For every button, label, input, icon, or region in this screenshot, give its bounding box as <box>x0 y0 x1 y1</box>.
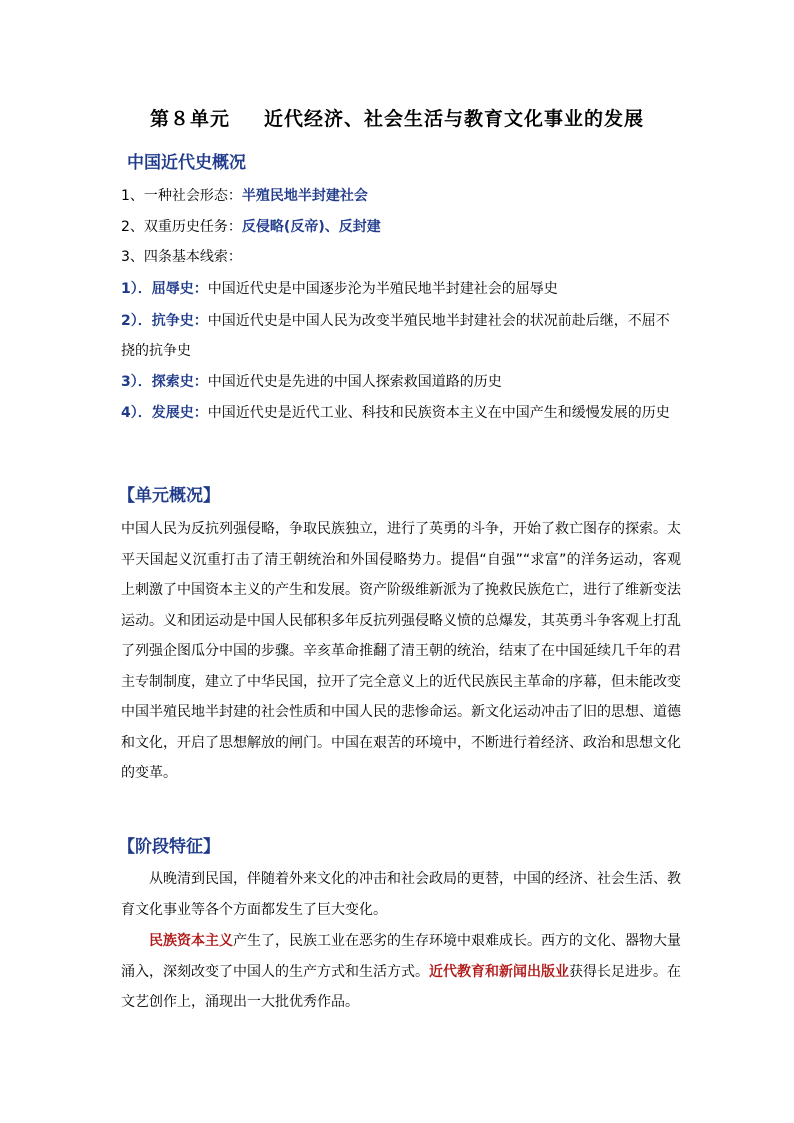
unit-number: 第８单元 <box>149 108 230 130</box>
overview-item-3: 3、四条基本线索： <box>121 249 242 265</box>
overview-item-2: 2、双重历史任务：反侵略(反帝)、反封建 <box>121 219 381 235</box>
clue-line-4: 4）．发展史：中国近代史是近代工业、科技和民族资本主义在中国产生和缓慢发展的历史 <box>121 405 670 421</box>
clue-line-2: 2）．抗争史：中国近代史是中国人民为改变半殖民地半封建社会的状况前赴后继，不屈不 <box>121 313 670 329</box>
stage-paragraph-2: 民族资本主义产生了，民族工业在恶劣的生存环境中艰难成长。西方的文化、器物大量涌入，深刻改变了中国人的生产方式和生活方式。近代教育和新闻出版业获得长足进步。在文艺创作上，涌现出一大批优秀作品。 <box>121 933 681 1010</box>
unit-overview-paragraph: 中国人民为反抗列强侵略，争取民族独立，进行了英勇的斗争，开始了救亡图存的探索。太平天国起义沉重打击了清王朝统治和外国侵略势力。提倡“自强”“求富”的洋务运动，客观上刺激了中国资本主义的产生和发展。资产阶级维新派为了挽救民族危亡，进行了维新变法运动。义和团运动是中国人民郁积多年反抗列强侵略义愤的总爆发，其英勇斗争客观上打乱了列强企图瓜分中国的步骤。辛亥革命推翻了清王朝的统治，结束了在中国延续几千年的君主专制制度，建立了中华民国，拉开了完全意义上的近代民族民主革命的序幕，但未能改变中国半殖民地半封建的社会性质和中国人民的悲惨命运。新文化运动冲击了旧的思想、道德和文化，开启了思想解放的闸门。中国在艰苦的环境中，不断进行着经济、政治和思想文化的变革。 <box>121 521 681 781</box>
stage-heading: 【阶段特征】 <box>118 837 220 857</box>
clue-line-2-cont: 挠的抗争史 <box>121 343 191 359</box>
overview-item-1: 1、一种社会形态：半殖民地半封建社会 <box>121 188 368 204</box>
unit-overview-heading: 【单元概况】 <box>118 486 220 506</box>
unit-name: 近代经济、社会生活与教育文化事业的发展 <box>264 108 645 130</box>
clue-line-3: 3）．探索史：中国近代史是先进的中国人探索救国道路的历史 <box>121 374 502 390</box>
stage-paragraph-1: 从晚清到民国，伴随着外来文化的冲击和社会政局的更替，中国的经济、社会生活、教育文化事业等各个方面都发生了巨大变化。 <box>121 871 681 918</box>
page-title <box>0 104 794 131</box>
clue-line-1: 1）．屈辱史：中国近代史是中国逐步沦为半殖民地半封建社会的屈辱史 <box>121 281 558 297</box>
highlight-national-capitalism: 民族资本主义 <box>149 933 233 949</box>
highlight-modern-education: 近代教育和新闻出版业 <box>429 963 569 980</box>
overview-heading: 中国近代史概况 <box>127 153 246 173</box>
